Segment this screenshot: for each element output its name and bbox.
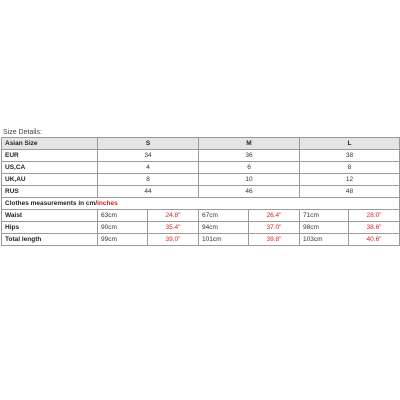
size-value: 48 [300,186,400,198]
measure-row-hips [2,222,400,234]
cm-value: 98cm [300,222,349,234]
inch-value: 39.0" [148,234,199,246]
size-value: 8 [300,162,400,174]
size-value: 34 [98,150,199,162]
cm-value: 90cm [98,222,148,234]
measure-row-total-length [2,234,400,246]
row-label: Waist [2,210,98,222]
inch-value: 28.0" [349,210,400,222]
cm-value: 99cm [98,234,148,246]
row-label: Hips [2,222,98,234]
size-value: 38 [300,150,400,162]
size-chart [1,128,399,246]
size-value: 46 [199,186,300,198]
size-value: 10 [199,174,300,186]
size-row-us-ca [2,162,400,174]
inch-value: 24.8" [148,210,199,222]
cm-value: 71cm [300,210,349,222]
row-label: US,CA [2,162,98,174]
inch-value: 39.8" [249,234,300,246]
cm-value: 67cm [199,210,249,222]
cm-value: 63cm [98,210,148,222]
size-row-eur [2,150,400,162]
measure-row-waist [2,210,400,222]
cm-value: 101cm [199,234,249,246]
size-value: 36 [199,150,300,162]
cm-value: 94cm [199,222,249,234]
header-row [2,138,400,150]
size-row-rus [2,186,400,198]
header-label: Asian Size [2,138,98,150]
inch-value: 40.6" [349,234,400,246]
size-row-uk-au [2,174,400,186]
inch-value: 37.0" [249,222,300,234]
row-label: RUS [2,186,98,198]
size-value: 8 [98,174,199,186]
inch-value: 35.4" [148,222,199,234]
size-l-header: L [300,138,400,150]
size-value: 44 [98,186,199,198]
size-value: 6 [199,162,300,174]
measurements-prefix: Clothes measurements in cm/ [5,200,98,207]
size-m-header: M [199,138,300,150]
measurements-section-heading [2,198,400,210]
size-table [1,137,400,246]
cm-value: 103cm [300,234,349,246]
inch-value: 38.6" [349,222,400,234]
row-label: Total length [2,234,98,246]
row-label: UK,AU [2,174,98,186]
inch-value: 26.4" [249,210,300,222]
row-label: EUR [2,150,98,162]
size-s-header: S [98,138,199,150]
size-value: 4 [98,162,199,174]
measurements-inches-label: inches [97,200,118,207]
measurements-section-row [2,198,400,210]
size-details-title: Size Details: [3,129,42,136]
size-value: 12 [300,174,400,186]
